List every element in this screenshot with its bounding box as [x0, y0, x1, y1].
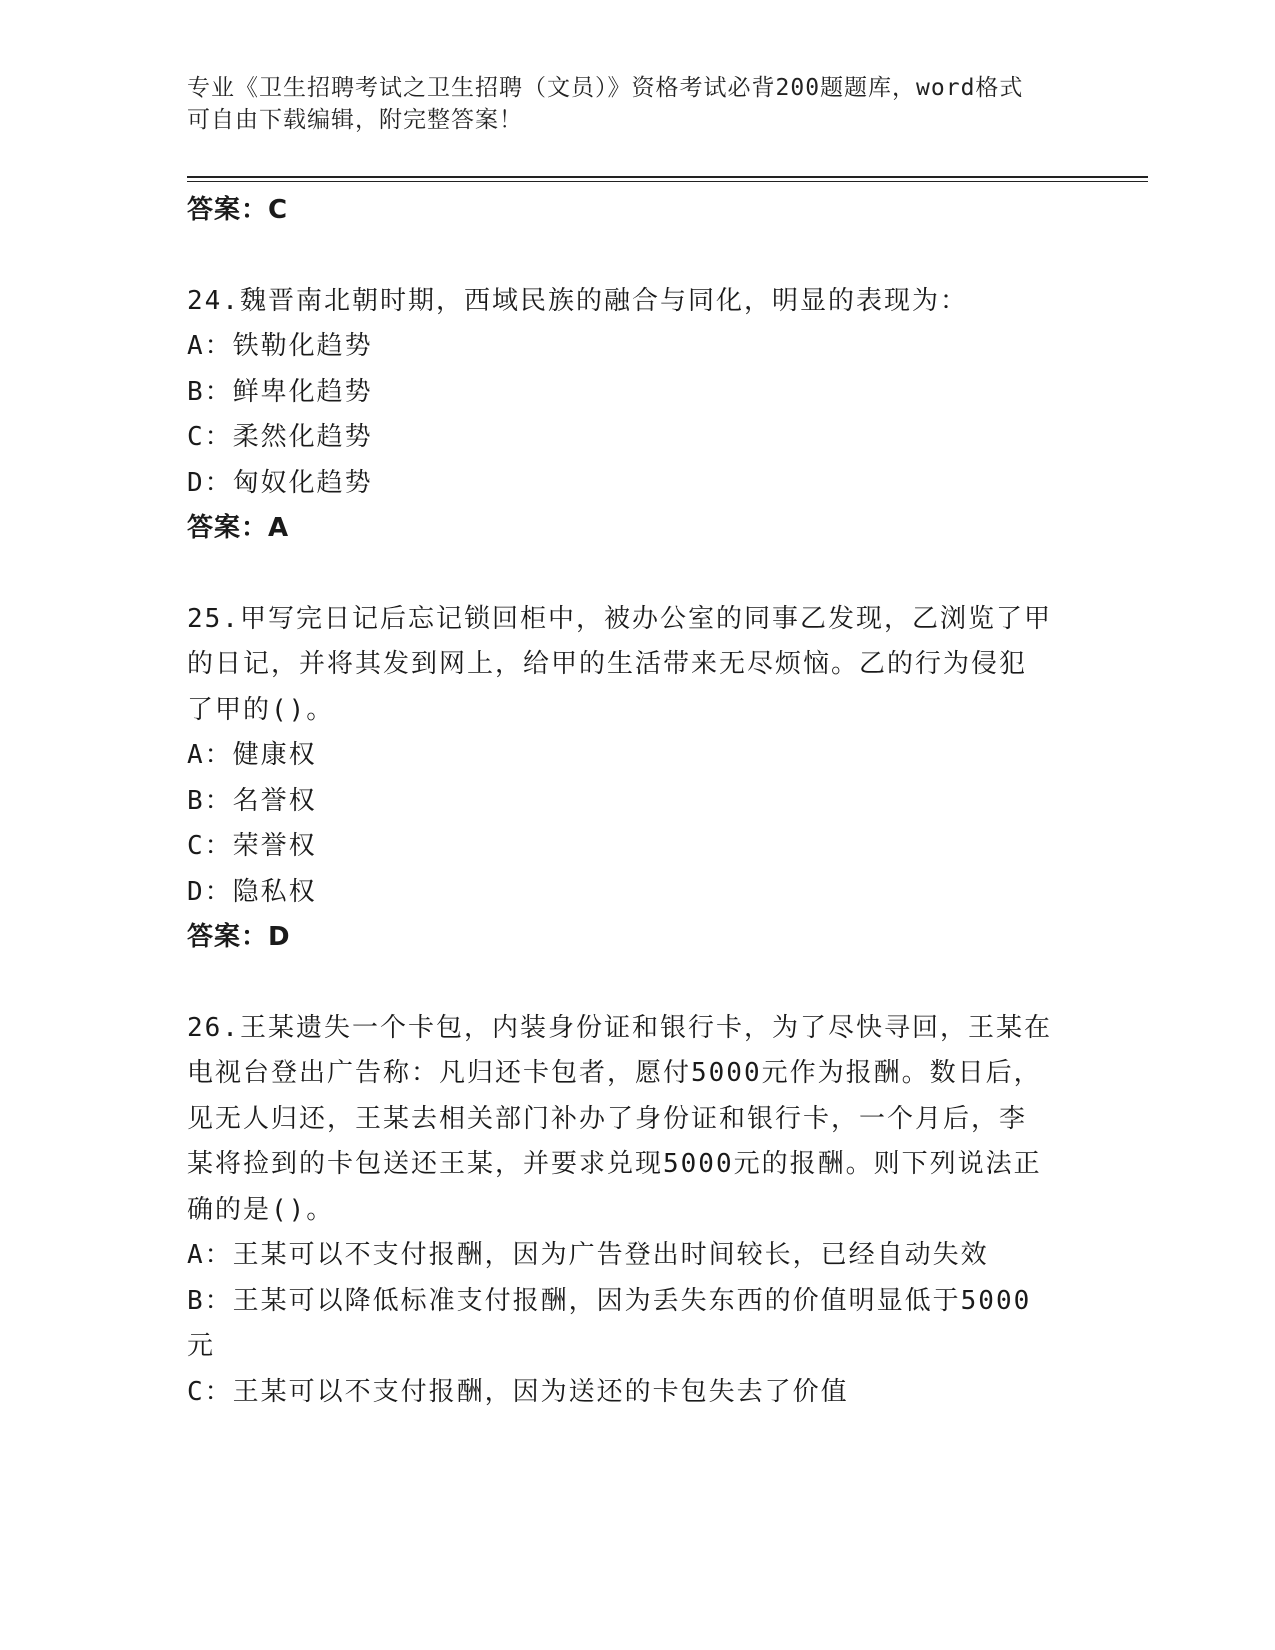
- spacer: [187, 234, 1087, 279]
- question-stem-line: 电视台登出广告称：凡归还卡包者，愿付5000元作为报酬。数日后，: [187, 1058, 1042, 1088]
- option-c: C：柔然化趋势: [187, 422, 373, 452]
- question-stem-line: 25.甲写完日记后忘记锁回柜中，被办公室的同事乙发现，乙浏览了甲: [187, 603, 1052, 634]
- spacer: [187, 552, 1087, 597]
- question-26: [187, 1006, 1087, 1416]
- header-line-2: 可自由下载编辑，附完整答案！: [187, 107, 523, 133]
- previous-answer: 答案：C: [187, 195, 289, 225]
- answer: 答案：D: [187, 922, 291, 952]
- spacer: [187, 961, 1087, 1006]
- option-b: B：王某可以降低标准支付报酬，因为丢失东西的价值明显低于5000: [187, 1285, 1032, 1316]
- header-rule-thick: [187, 176, 1148, 178]
- option-b: B：名誉权: [187, 785, 317, 816]
- option-b-continued: 元: [187, 1331, 216, 1361]
- option-b: B：鲜卑化趋势: [187, 376, 373, 407]
- question-stem-line: 某将捡到的卡包送还王某，并要求兑现5000元的报酬。则下列说法正: [187, 1149, 1042, 1179]
- question-25: [187, 597, 1087, 961]
- header-rule-thin: [187, 181, 1148, 182]
- option-c: C：荣誉权: [187, 831, 317, 861]
- option-c: C：王某可以不支付报酬，因为送还的卡包失去了价值: [187, 1376, 849, 1407]
- question-24: [187, 279, 1087, 552]
- question-stem-line: 24.魏晋南北朝时期，西域民族的融合与同化，明显的表现为：: [187, 285, 968, 316]
- option-d: D：匈奴化趋势: [187, 467, 373, 498]
- question-stem-line: 确的是()。: [187, 1194, 335, 1225]
- question-stem-line: 了甲的()。: [187, 694, 335, 725]
- question-stem-line: 的日记，并将其发到网上，给甲的生活带来无尽烦恼。乙的行为侵犯: [187, 649, 1028, 679]
- option-d: D：隐私权: [187, 876, 317, 907]
- option-a: A：王某可以不支付报酬，因为广告登出时间较长，已经自动失效: [187, 1240, 989, 1270]
- question-stem-line: 见无人归还，王某去相关部门补办了身份证和银行卡，一个月后，李: [187, 1103, 1028, 1134]
- document-header: [187, 72, 1067, 136]
- answer: 答案：A: [187, 513, 290, 543]
- header-line-1: 专业《卫生招聘考试之卫生招聘（文员）》资格考试必背200题题库，word格式: [187, 75, 1024, 101]
- option-a: A：铁勒化趋势: [187, 331, 373, 361]
- question-stem-line: 26.王某遗失一个卡包，内装身份证和银行卡，为了尽快寻回，王某在: [187, 1012, 1052, 1043]
- question-content: [187, 188, 1087, 1415]
- option-a: A：健康权: [187, 740, 317, 770]
